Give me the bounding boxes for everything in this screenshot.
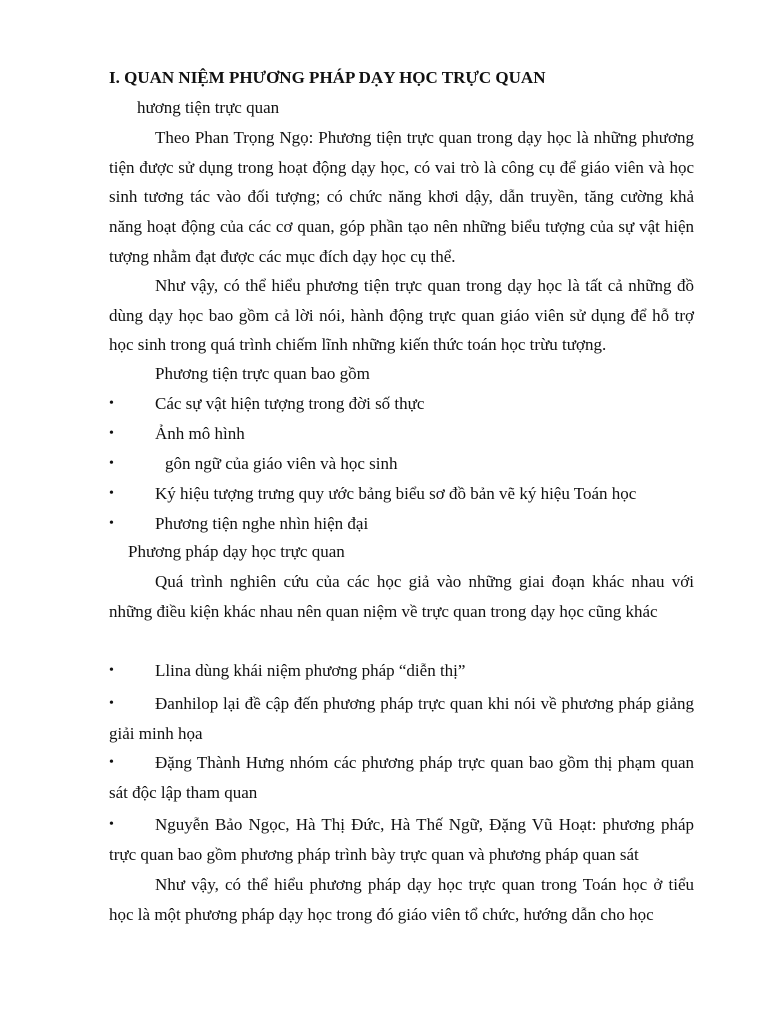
list-item <box>109 389 694 419</box>
list-item <box>109 656 694 686</box>
list-item-text: Ký hiệu tượng trưng quy ước bảng biểu sơ đồ bản vẽ ký hiệu Toán học <box>155 484 637 503</box>
list-item-text: Đặng Thành Hưng nhóm các phương pháp trực quan bao gồm thị phạm quan sát độc lập tham quan <box>109 753 694 802</box>
list-item <box>109 689 694 748</box>
bullet-icon: • <box>109 817 114 832</box>
paragraph-definition: Theo Phan Trọng Ngọ: Phương tiện trực quan trong dạy học là những phương tiện được sử dụng trong hoạt động dạy học, có vai trò là công cụ để giáo viên và học sinh tương tác vào đối tượng; có chức năng khơi dậy, dẫn truyền, tăng cường khả năng hoạt động của các cơ quan, góp phần tạo nên những biểu tượng của sự vật hiện tượng nhằm đạt được các mục đích dạy học cụ thể. <box>109 128 694 266</box>
paragraph-summary: Như vậy, có thể hiểu phương tiện trực quan trong dạy học là tất cả những đồ dùng dạy học bao gồm cả lời nói, hành động trực quan giáo viên sử dụng để hỗ trợ học sinh trong quá trình chiếm lĩnh những kiến thức toán học trừu tượng. <box>109 276 694 355</box>
bullet-icon: • <box>109 426 114 441</box>
section-heading: I. QUAN NIỆM PHƯƠNG PHÁP DẠY HỌC TRỰC QUAN <box>109 68 546 87</box>
list-item <box>109 449 694 479</box>
list-item <box>109 419 694 449</box>
bullet-icon: • <box>109 755 114 770</box>
list-intro: Phương tiện trực quan bao gồm <box>155 364 370 383</box>
bullet-icon: • <box>109 516 114 531</box>
subheading-phuong-tien: hương tiện trực quan <box>137 98 280 117</box>
list-item-text: Llina dùng khái niệm phương pháp “diễn thị” <box>155 661 466 680</box>
list-item <box>109 509 694 539</box>
paragraph-conclusion: Như vậy, có thể hiểu phương pháp dạy học trực quan trong Toán học ở tiểu học là một phương pháp dạy học trong đó giáo viên tổ chức, hướng dẫn cho học <box>109 875 694 924</box>
list-item <box>109 810 694 869</box>
list-item-text: Ảnh mô hình <box>155 424 245 443</box>
list-item-text: Nguyễn Bảo Ngọc, Hà Thị Đức, Hà Thế Ngữ, Đặng Vũ Hoạt: phương pháp trực quan bao gồm phương pháp trình bày trực quan và phương pháp quan sát <box>109 815 694 864</box>
bullet-icon: • <box>109 486 114 501</box>
bullet-icon: • <box>109 396 114 411</box>
list-item <box>109 479 694 509</box>
list-item <box>109 748 694 807</box>
list-item-text: Phương tiện nghe nhìn hiện đại <box>155 514 369 533</box>
paragraph-history: Quá trình nghiên cứu của các học giả vào những giai đoạn khác nhau với những điều kiện khác nhau nên quan niệm về trực quan trong dạy học cũng khác <box>109 572 694 621</box>
bullet-icon: • <box>109 456 114 471</box>
list-item-text: gôn ngữ của giáo viên và học sinh <box>165 454 398 473</box>
bullet-icon: • <box>109 663 114 678</box>
list-item-text: Các sự vật hiện tượng trong đời số thực <box>155 394 425 413</box>
bullet-icon: • <box>109 696 114 711</box>
list-item-text: Đanhilop lại đề cập đến phương pháp trực quan khi nói về phương pháp giảng giải minh họa <box>109 694 694 743</box>
subheading-phuong-phap: Phương pháp dạy học trực quan <box>128 542 345 561</box>
